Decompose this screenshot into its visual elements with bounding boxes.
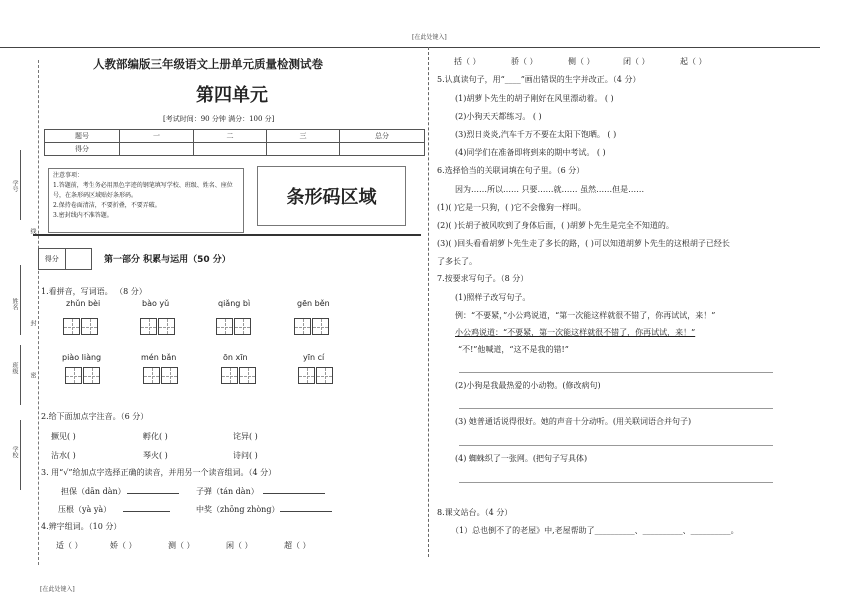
char-grid[interactable]	[143, 367, 178, 384]
q3-item: 子弹（tán dàn）	[196, 487, 259, 496]
answer-line[interactable]	[459, 408, 773, 409]
q7-example-prompt: “不!”他喊道，“这不是我的错!”	[458, 345, 569, 354]
notes-item: 2.保持卷面清洁，不要折叠，不要弄破。	[53, 202, 161, 209]
q8-item[interactable]: （1）总也倒不了的老屋》中,老屋帮助了__________、__________、__________。	[451, 526, 739, 535]
score-header-cell: 二	[194, 130, 267, 143]
q2-item[interactable]: 沾水( )	[51, 451, 76, 460]
q4-continued-item[interactable]: 括（ ）	[454, 57, 481, 66]
part-one-heading: 第一部分 积累与运用（50 分）	[104, 255, 231, 265]
q4-item[interactable]: 测（ ）	[168, 541, 195, 550]
pinyin-label: gēn běn	[297, 299, 330, 308]
score-input-cell[interactable]	[194, 143, 267, 156]
q5-item[interactable]: (1)胡萝卜先生的胡子刚好在风里漂动着。 ( )	[455, 94, 614, 103]
header-note: [在此处键入]	[412, 34, 447, 41]
q2-item[interactable]: 琴火( )	[143, 451, 168, 460]
pinyin-label: ōn xīn	[223, 353, 248, 362]
q4-continued-item[interactable]: 起（ ）	[680, 57, 707, 66]
answer-blank[interactable]	[280, 504, 332, 512]
score-input-cell[interactable]	[120, 143, 194, 156]
section-score-input[interactable]	[65, 249, 92, 269]
exam-notes	[48, 168, 244, 233]
pinyin-label: qiǎng bì	[218, 299, 251, 308]
score-table	[44, 129, 425, 156]
binding-line	[38, 60, 39, 565]
q8-stem: 8.课文站台。（4 分）	[437, 508, 513, 517]
barcode-area: 条形码区域	[257, 166, 406, 226]
q6-item[interactable]: (1)( )它是一只狗，( )它不会像狗一样叫。	[437, 203, 586, 212]
binding-write-line	[20, 265, 21, 335]
char-grid[interactable]	[294, 318, 329, 335]
score-header-cell: 总分	[340, 130, 425, 143]
binding-label-name: 姓名	[11, 298, 18, 310]
q5-item[interactable]: (2)小狗天天都练习。 ( )	[455, 112, 542, 121]
q6-word-bank: 因为……所以…… 只要……就…… 虽然……但是……	[455, 185, 645, 194]
q6-item[interactable]: (2)( )长胡子被风吹到了身体后面，( )胡萝卜先生是完全不知道的。	[437, 221, 674, 230]
q3-item: 担保（dān dàn）	[61, 487, 126, 496]
notes-heading: 注意事项：	[53, 172, 84, 179]
binding-write-line	[20, 420, 21, 490]
pinyin-label: piào liàng	[62, 353, 102, 362]
char-grid[interactable]	[216, 318, 251, 335]
char-grid[interactable]	[63, 318, 98, 335]
q7-sub: (1)照样子改写句子。	[455, 293, 531, 302]
score-label-cell: 得分	[45, 143, 120, 156]
q3-item: 中奖（zhōng zhòng）	[196, 505, 280, 514]
column-divider	[428, 47, 429, 557]
q2-stem: 2.给下面加点字注音。（6 分）	[41, 412, 149, 421]
q4-item[interactable]: 娇（ ）	[110, 541, 137, 550]
q6-item[interactable]: (3)( )回头看看胡萝卜先生走了多长的路，( )可以知道胡萝卜先生的这根胡子已经长	[437, 239, 730, 248]
binding-label-class: 班级	[11, 362, 18, 374]
q3-stem: 3. 用“√”给加点字选择正确的读音，并用另一个读音组词。（4 分）	[41, 468, 277, 477]
unit-title: 第四单元	[196, 85, 268, 106]
answer-blank[interactable]	[123, 504, 170, 512]
binding-label-school: 学校	[11, 446, 18, 458]
q1-stem: 1.看拼音，写词语。 （8 分）	[41, 287, 147, 296]
answer-blank[interactable]	[127, 486, 179, 494]
answer-line[interactable]	[459, 482, 773, 483]
q4-item[interactable]: 适（ ）	[56, 541, 83, 550]
section-rule	[33, 234, 421, 236]
q4-continued-item[interactable]: 闭（ ）	[623, 57, 650, 66]
pinyin-label: zhǔn bèi	[66, 299, 101, 308]
pinyin-label: yīn cí	[303, 353, 325, 362]
binding-label-seal-3: 密	[29, 372, 36, 378]
pinyin-label: mén bǎn	[141, 353, 177, 362]
q2-item[interactable]: 诗问( )	[233, 451, 258, 460]
notes-item: 3.密封线内不准答题。	[53, 212, 113, 219]
exam-title: 人教部编版三年级语文上册单元质量检测试卷	[93, 57, 323, 71]
answer-line[interactable]	[459, 445, 773, 446]
q6-item: 了多长了。	[437, 257, 477, 266]
q4-item[interactable]: 闲（ ）	[226, 541, 253, 550]
top-rule	[0, 47, 820, 48]
answer-blank[interactable]	[263, 486, 325, 494]
q7-sub: (4) 蜘蛛织了一张网。(把句子写具体)	[455, 454, 588, 463]
char-grid[interactable]	[298, 367, 333, 384]
q4-continued-item[interactable]: 骄（ ）	[511, 57, 538, 66]
footer-note: [在此处键入]	[40, 586, 75, 593]
exam-info: [考试时间：90 分钟 满分：100 分]	[163, 115, 275, 123]
pinyin-label: bào yǔ	[142, 299, 170, 308]
q2-item[interactable]: 孵化( )	[143, 432, 168, 441]
q5-stem: 5.认真读句子，用“____”画出错误的生字并改正。（4 分）	[437, 75, 641, 84]
char-grid[interactable]	[65, 367, 100, 384]
score-header-cell: 一	[120, 130, 194, 143]
binding-label-seal-2: 封	[29, 320, 36, 326]
binding-write-line	[20, 345, 21, 405]
q6-stem: 6.选择恰当的关联词填在句子里。（6 分）	[437, 166, 585, 175]
binding-label-seal-1: 线	[29, 228, 36, 234]
q7-example-answer: 小公鸡说道：“不要紧，第一次能这样就很不错了，你再试试，来！”	[455, 328, 696, 337]
q3-item: 压根（yà yà）	[58, 505, 112, 514]
score-header-cell: 题号	[45, 130, 120, 143]
q2-item[interactable]: 撅见( )	[51, 432, 76, 441]
section-score-label: 得分	[44, 255, 59, 263]
q7-stem: 7.按要求写句子。（8 分）	[437, 274, 529, 283]
q5-item[interactable]: (4)同学们在准备即将到来的期中考试。 ( )	[455, 148, 606, 157]
section-score-box	[38, 248, 92, 270]
q4-stem: 4.辨字组词。（10 分）	[41, 522, 122, 531]
char-grid[interactable]	[140, 318, 175, 335]
q4-item[interactable]: 超（ ）	[284, 541, 311, 550]
q7-sub: (2)小狗是我最热爱的小动物。(修改病句)	[455, 381, 601, 390]
q4-continued-item[interactable]: 侧（ ）	[568, 57, 595, 66]
score-input-cell[interactable]	[340, 143, 425, 156]
q2-item[interactable]: 诧异( )	[233, 432, 258, 441]
q7-example: 例：“不要紧，”小公鸡说道，“第一次能这样就很不错了，你再试试，来！”	[455, 311, 716, 320]
score-input-cell[interactable]	[267, 143, 340, 156]
answer-line[interactable]	[459, 372, 773, 373]
q7-sub: (3) 她普通话说得很好。她的声音十分动听。(用关联词语合并句子)	[455, 417, 692, 426]
binding-label-student-no: 学号	[11, 180, 18, 192]
binding-write-line	[20, 150, 21, 220]
q5-item[interactable]: (3)烈日炎炎,汽车千万不要在太阳下饱晒。 ( )	[455, 130, 617, 139]
char-grid[interactable]	[221, 367, 256, 384]
score-header-cell: 三	[267, 130, 340, 143]
notes-item: 1.答题前，考生务必用黑色字迹的钢笔填写学校、班级、姓名、座位号，在条形码区域贴好条形码。	[53, 182, 233, 199]
